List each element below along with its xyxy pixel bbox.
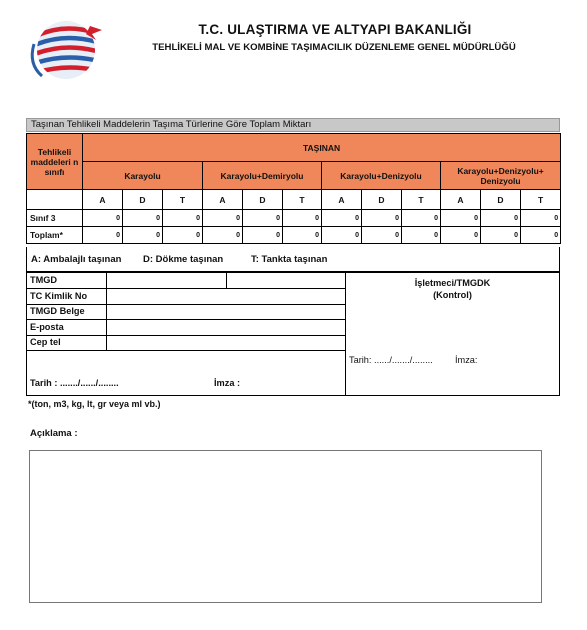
value-cell[interactable]: 0 — [402, 210, 441, 227]
control-title: İşletmeci/TMGDK — [414, 278, 491, 288]
sub-col-header: A — [322, 190, 362, 210]
table-row — [27, 227, 561, 244]
value-cell[interactable]: 0 — [402, 227, 441, 244]
row-header-cell — [27, 134, 83, 190]
value-cell[interactable]: 0 — [203, 210, 243, 227]
section-title: Taşınan Tehlikeli Maddelerin Taşıma Türlerine Göre Toplam Miktarı — [26, 118, 560, 132]
value-cell[interactable]: 0 — [123, 210, 163, 227]
value-cell[interactable]: 0 — [521, 210, 561, 227]
value-cell[interactable]: 0 — [481, 210, 521, 227]
mode-header: Karayolu — [83, 162, 203, 190]
value-cell[interactable]: 0 — [83, 227, 123, 244]
sub-col-header: D — [243, 190, 283, 210]
value-cell[interactable]: 0 — [283, 227, 322, 244]
sub-col-header: A — [441, 190, 481, 210]
row-header: Tehlikeli maddeleri n sınıfı — [30, 146, 79, 177]
value-cell[interactable]: 0 — [163, 210, 203, 227]
imza-left-label: İmza : — [214, 378, 241, 388]
value-cell[interactable]: 0 — [481, 227, 521, 244]
aciklama-label: Açıklama : — [30, 428, 78, 439]
tarih-left-label: Tarih : ......./....../........ — [30, 378, 119, 388]
sub-col-header: T — [402, 190, 441, 210]
mode-header: Karayolu+Denizyolu — [322, 162, 441, 190]
legend-a: A: Ambalajlı taşınan — [31, 254, 122, 265]
group-header: TAŞINAN — [302, 142, 341, 153]
eposta-label: E-posta — [30, 322, 64, 332]
ministry-logo-icon — [26, 14, 106, 84]
sub-col-header: A — [203, 190, 243, 210]
tmgd-field[interactable] — [107, 273, 225, 287]
value-cell[interactable]: 0 — [203, 227, 243, 244]
mode-header: Karayolu+Demiryolu — [203, 162, 322, 190]
value-cell[interactable]: 0 — [163, 227, 203, 244]
sub-col-header: A — [83, 190, 123, 210]
sub-col-header: D — [362, 190, 402, 210]
legend-row — [26, 247, 560, 272]
tmgd-belge-label: TMGD Belge — [30, 306, 85, 316]
value-cell[interactable]: 0 — [123, 227, 163, 244]
value-cell[interactable]: 0 — [362, 227, 402, 244]
group-header-cell — [83, 134, 561, 162]
control-subtitle: (Kontrol) — [433, 290, 472, 300]
table-row — [27, 210, 561, 227]
ministry-title: T.C. ULAŞTIRMA VE ALTYAPI BAKANLIĞI — [198, 22, 472, 37]
imza-right-label: İmza: — [455, 355, 478, 365]
row-label: Toplam* — [27, 227, 83, 244]
value-cell[interactable]: 0 — [243, 227, 283, 244]
tmgd-belge-field[interactable] — [107, 305, 345, 318]
unit-note: *(ton, m3, kg, lt, gr veya ml vb.) — [28, 399, 161, 409]
value-cell[interactable]: 0 — [283, 210, 322, 227]
value-cell[interactable]: 0 — [441, 227, 481, 244]
tmgd-label: TMGD — [30, 275, 58, 285]
tarih-right-label: Tarih: ....../......./........ — [349, 355, 433, 365]
aciklama-textarea[interactable] — [29, 450, 542, 603]
directorate-subtitle: TEHLİKELİ MAL VE KOMBİNE TAŞIMACILIK DÜZENLEME GENEL MÜDÜRLÜĞÜ — [152, 42, 516, 53]
sub-col-header: T — [163, 190, 203, 210]
cep-tel-field[interactable] — [107, 336, 345, 349]
quantity-table — [26, 133, 561, 244]
value-cell[interactable]: 0 — [322, 210, 362, 227]
value-cell[interactable]: 0 — [441, 210, 481, 227]
value-cell[interactable]: 0 — [322, 227, 362, 244]
value-cell[interactable]: 0 — [362, 210, 402, 227]
value-cell[interactable]: 0 — [243, 210, 283, 227]
sub-col-header: T — [521, 190, 561, 210]
tc-kimlik-label: TC Kimlik No — [30, 291, 88, 301]
row-label: Sınıf 3 — [27, 210, 83, 227]
value-cell[interactable]: 0 — [521, 227, 561, 244]
eposta-field[interactable] — [107, 320, 345, 334]
legend-d: D: Dökme taşınan — [143, 254, 224, 265]
mode-header: Karayolu+Denizyolu+ Denizyolu — [441, 162, 561, 190]
legend-t: T: Tankta taşınan — [251, 254, 328, 265]
tc-kimlik-field[interactable] — [107, 289, 345, 303]
cep-tel-label: Cep tel — [30, 337, 61, 347]
sub-col-header: D — [123, 190, 163, 210]
empty-cell — [27, 190, 83, 210]
value-cell[interactable]: 0 — [83, 210, 123, 227]
sub-col-header: T — [283, 190, 322, 210]
sub-col-header: D — [481, 190, 521, 210]
